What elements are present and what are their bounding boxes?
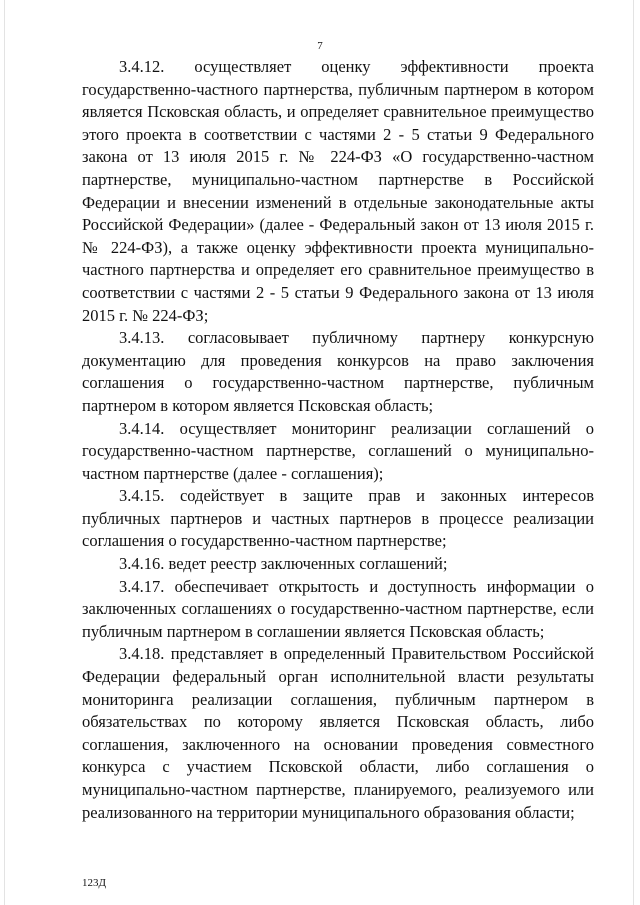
left-scan-edge <box>4 0 5 905</box>
footer-document-code: 123Д <box>82 877 107 889</box>
paragraph-3-4-17: 3.4.17. обеспечивает открытость и доступность информации о заключенных соглашениях о государственно-частном партнерстве, если публичным партнером в соглашении является Псковская область; <box>82 576 594 641</box>
document-body <box>82 56 594 824</box>
paragraph-3-4-14: 3.4.14. осуществляет мониторинг реализации соглашений о государственно-частном партнерстве, соглашений о муниципально-частном партнерстве (далее - соглашения); <box>82 418 594 483</box>
paragraph-3-4-12: 3.4.12. осуществляет оценку эффективности проекта государственно-частного партнерства, публичным партнером в котором является Псковская область, и определяет сравнительное преимущество этого проекта в соответствии с частями 2 - 5 статьи 9 Федерального закона от 13 июля 2015 г. № 224-ФЗ «О государственно-частном партнерстве, муниципально-частном партнерстве в Российской Федерации и внесении изменений в отдельные законодательные акты Российской Федерации» (далее - Федеральный закон от 13 июля 2015 г. № 224-ФЗ), а также оценку эффективности проекта муниципально-частного партнерства и определяет его сравнительное преимущество в соответствии с частями 2 - 5 статьи 9 Федерального закона от 13 июля 2015 г. № 224-ФЗ; <box>82 57 594 325</box>
paragraph-3-4-16: 3.4.16. ведет реестр заключенных соглашений; <box>119 554 448 574</box>
page-number: 7 <box>317 40 323 52</box>
paragraph-3-4-18: 3.4.18. представляет в определенный Правительством Российской Федерации федеральный орган исполнительной власти результаты мониторинга реализации соглашения, публичным партнером в обязательствах по которому является Псковская область, либо соглашения, заключенного на основании проведения совместного конкурса с участием Псковской области, либо соглашения о муниципально-частном партнерстве, планируемого, реализуемого или реализованного на территории муниципального образования области; <box>82 644 594 822</box>
paragraph-3-4-13: 3.4.13. согласовывает публичному партнеру конкурсную документацию для проведения конкурсов на право заключения соглашения о государственно-частном партнерстве, публичным партнером в котором является Псковская область; <box>82 328 594 415</box>
paragraph-3-4-15: 3.4.15. содействует в защите прав и законных интересов публичных партнеров и частных партнеров в процессе реализации соглашения о государственно-частном партнерстве; <box>82 486 594 551</box>
right-scan-edge <box>633 0 634 905</box>
